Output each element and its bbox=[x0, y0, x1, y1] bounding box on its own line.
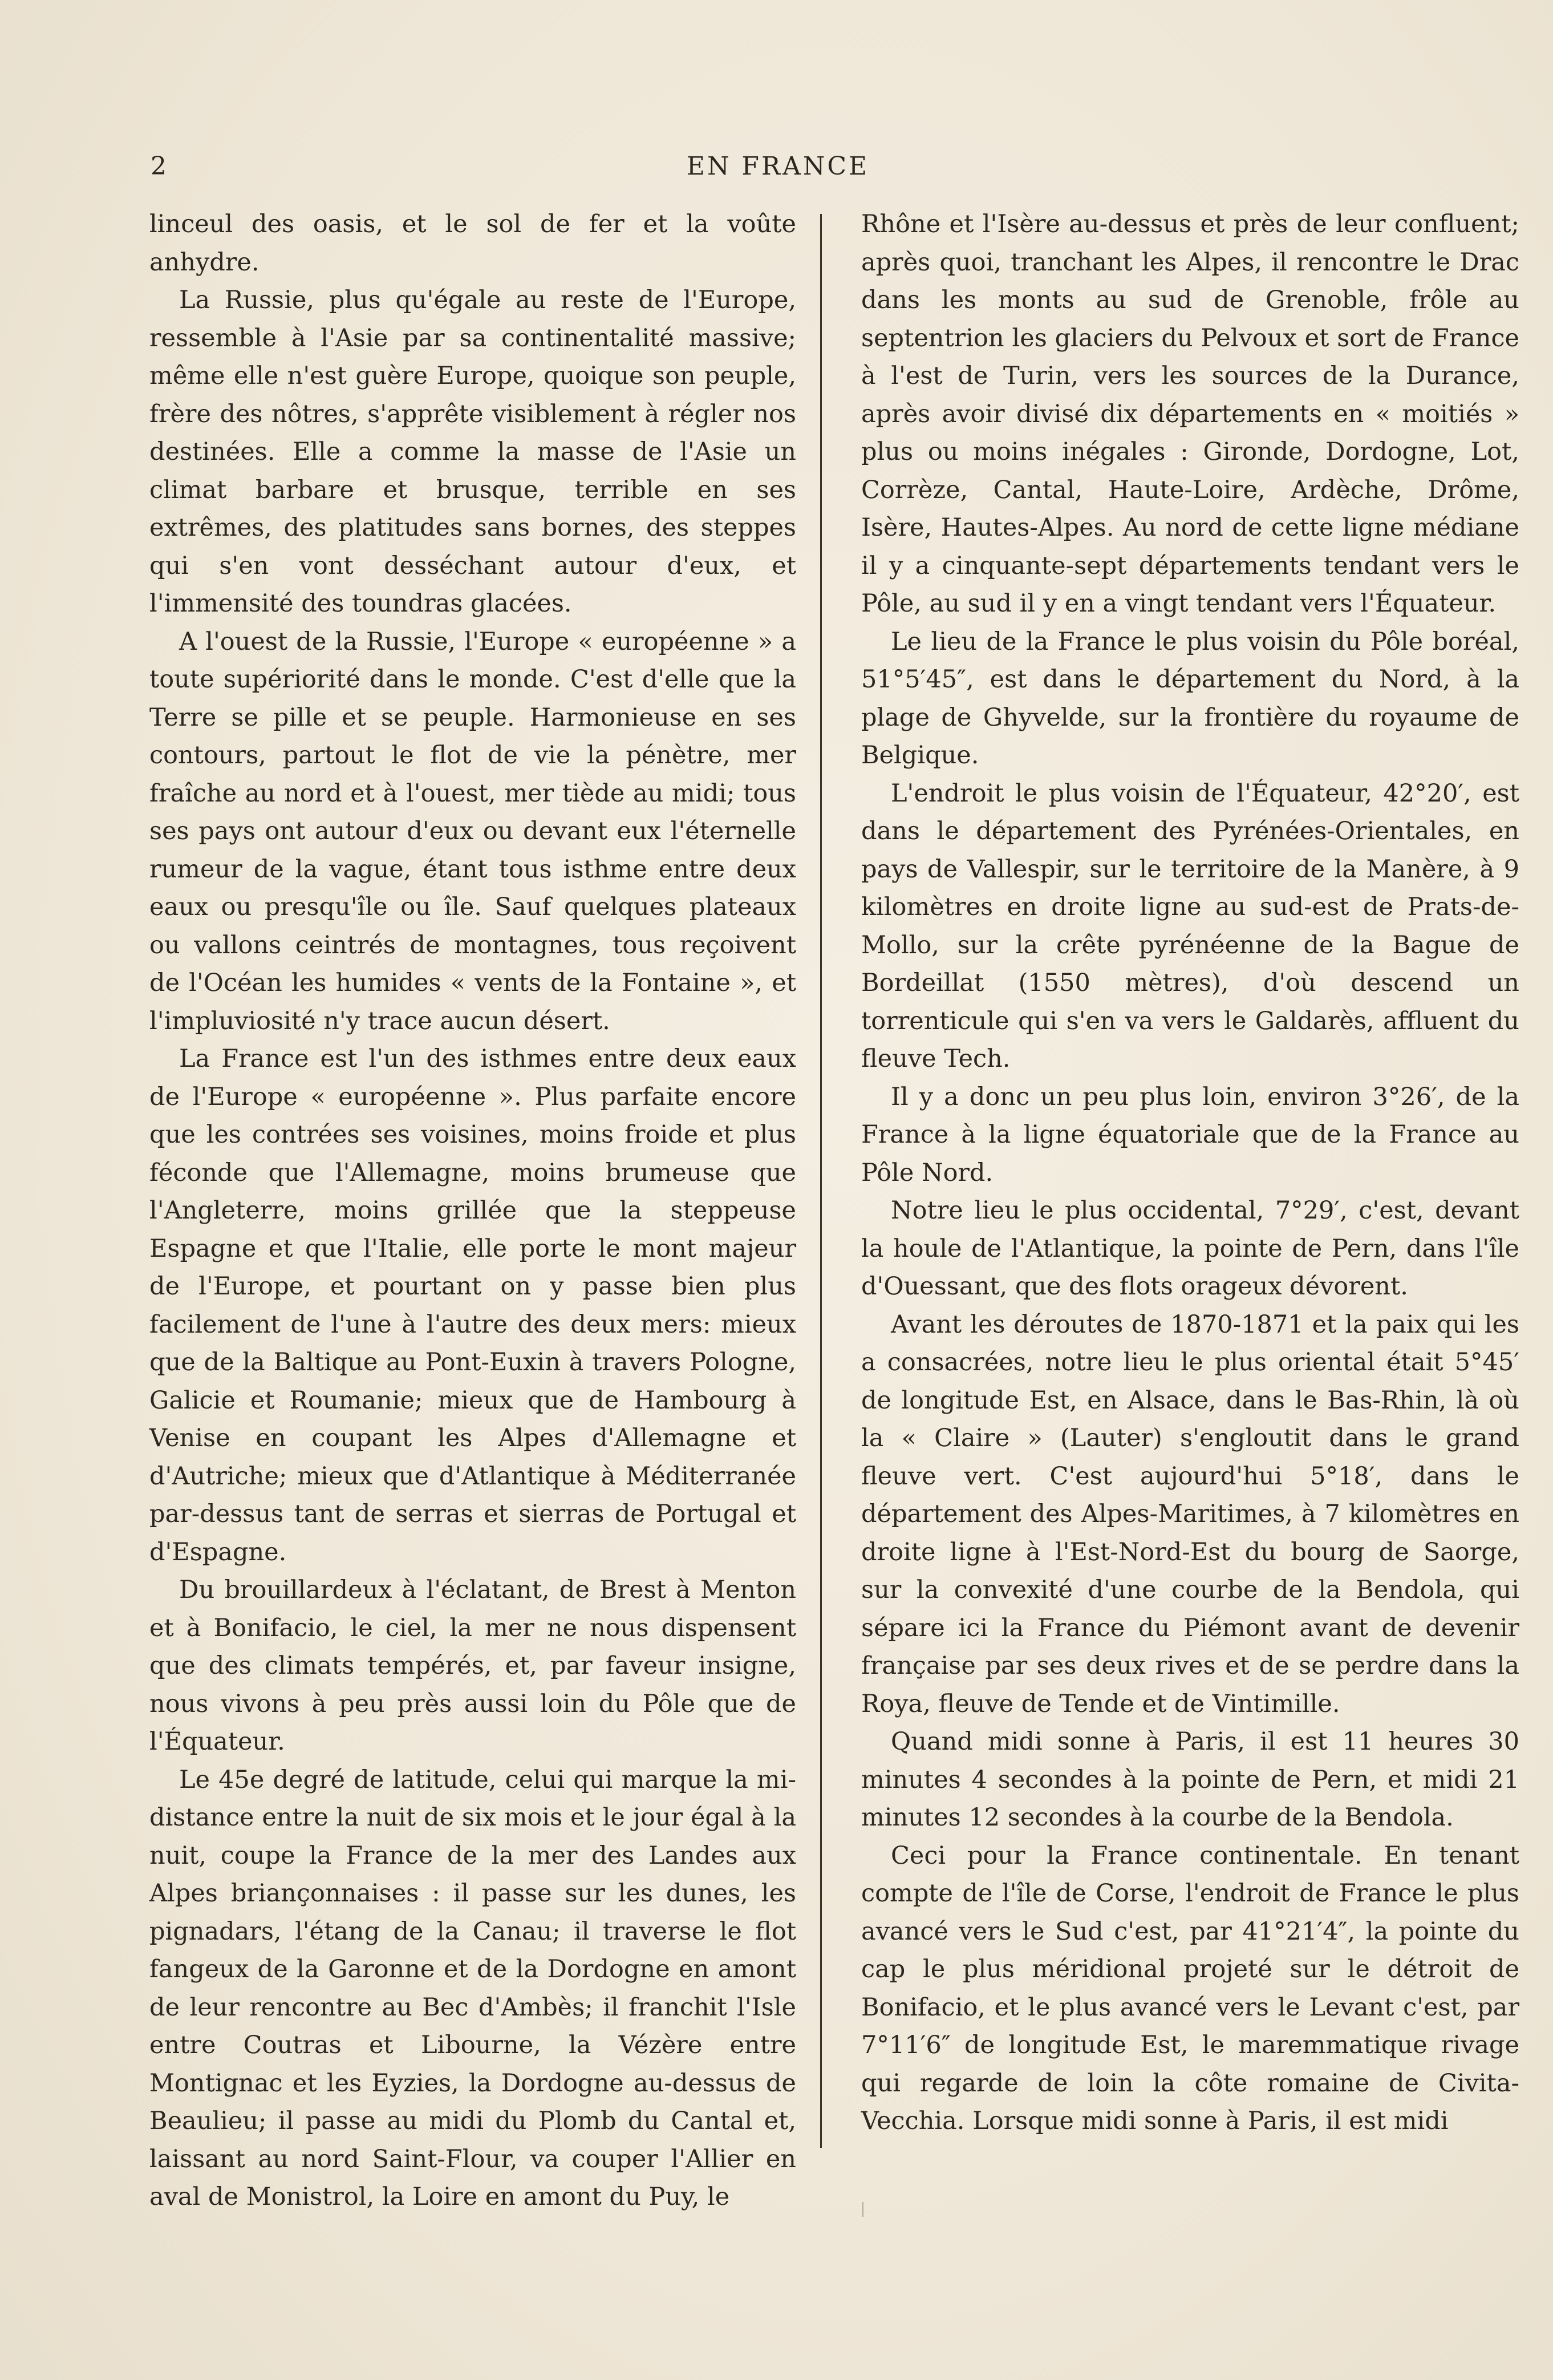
running-title: EN FRANCE bbox=[686, 152, 870, 181]
paragraph: A l'ouest de la Russie, l'Europe « européenne » a toute supériorité dans le monde. C'est d'elle que la Terre se pille et se peuple. Harmonieuse en ses contours, partout le flot de vie la pénètre, mer fraîche au nord et à l'ouest, mer tiède au midi; tous ses pays ont autour d'eux ou devant eux l'éternelle rumeur de la vague, étant tous isthme entre deux eaux ou presqu'île ou île. Sauf quelques plateaux ou vallons ceintrés de montagnes, tous reçoivent de l'Océan les humides « vents de la Fontaine », et l'impluviosité n'y trace aucun désert. bbox=[149, 627, 796, 1035]
left-column bbox=[149, 205, 796, 2216]
paragraph: Quand midi sonne à Paris, il est 11 heures 30 minutes 4 secondes à la pointe de Pern, et midi 21 minutes 12 secondes à la courbe de la Bendola. bbox=[861, 1727, 1519, 1832]
paragraph: linceul des oasis, et le sol de fer et la voûte anhydre. bbox=[149, 210, 796, 277]
paragraph: Rhône et l'Isère au-dessus et près de leur confluent; après quoi, tranchant les Alpes, il rencontre le Drac dans les monts au sud de Grenoble, frôle au septentrion les glaciers du Pelvoux et sort de France à l'est de Turin, vers les sources de la Durance, après avoir divisé dix départements en « moitiés » plus ou moins inégales : Gironde, Dordogne, Lot, Corrèze, Cantal, Haute-Loire, Ardèche, Drôme, Isère, Hautes-Alpes. Au nord de cette ligne médiane il y a cinquante-sept départements tendant vers le Pôle, au sud il y en a vingt tendant vers l'Équateur. bbox=[861, 210, 1519, 618]
paragraph: Avant les déroutes de 1870-1871 et la paix qui les a consacrées, notre lieu le plus oriental était 5°45′ de longitude Est, en Alsace, dans le Bas-Rhin, là où la « Claire » (Lauter) s'engloutit dans le grand fleuve vert. C'est aujourd'hui 5°18′, dans le département des Alpes-Maritimes, à 7 kilomètres en droite ligne à l'Est-Nord-Est du bourg de Saorge, sur la convexité d'une courbe de la Bendola, qui sépare ici la France du Piémont avant de devenir française par ses deux rives et de se perdre dans la Roya, fleuve de Tende et de Vintimille. bbox=[861, 1310, 1519, 1718]
page-header bbox=[151, 149, 1405, 184]
right-column bbox=[861, 205, 1519, 2140]
paragraph: Notre lieu le plus occidental, 7°29′, c'est, devant la houle de l'Atlantique, la pointe de Pern, dans l'île d'Ouessant, que des flots orageux dévorent. bbox=[861, 1196, 1519, 1301]
paragraph: L'endroit le plus voisin de l'Équateur, 42°20′, est dans le département des Pyrénées-Orientales, en pays de Vallespir, sur le territoire de la Manère, à 9 kilomètres en droite ligne au sud-est de Prats-de-Mollo, sur la crête pyrénéenne de la Bague de Bordeillat (1550 mètres), d'où descend un torrenticule qui s'en va vers le Galdarès, affluent du fleuve Tech. bbox=[861, 779, 1519, 1073]
paragraph: La Russie, plus qu'égale au reste de l'Europe, ressemble à l'Asie par sa continentalité massive; même elle n'est guère Europe, quoique son peuple, frère des nôtres, s'apprête visiblement à régler nos destinées. Elle a comme la masse de l'Asie un climat barbare et brusque, terrible en ses extrêmes, des platitudes sans bornes, des steppes qui s'en vont desséchant autour d'eux, et l'immensité des toundras glacées. bbox=[149, 286, 796, 618]
paragraph: La France est l'un des isthmes entre deux eaux de l'Europe « européenne ». Plus parfaite encore que les contrées ses voisines, moins froide et plus féconde que l'Allemagne, moins brumeuse que l'Angleterre, moins grillée que la steppeuse Espagne et que l'Italie, elle porte le mont majeur de l'Europe, et pourtant on y passe bien plus facilement de l'une à l'autre des deux mers: mieux que de la Baltique au Pont-Euxin à travers Pologne, Galicie et Roumanie; mieux que de Hambourg à Venise en coupant les Alpes d'Allemagne et d'Autriche; mieux que d'Atlantique à Méditerranée par-dessus tant de serras et sierras de Portugal et d'Espagne. bbox=[149, 1045, 796, 1567]
paragraph: Le 45e degré de latitude, celui qui marque la mi-distance entre la nuit de six mois et le jour égal à la nuit, coupe la France de la mer des Landes aux Alpes briançonnaises : il passe sur les dunes, les pignadars, l'étang de la Canau; il traverse le flot fangeux de la Garonne et de la Dordogne en amont de leur rencontre au Bec d'Ambès; il franchit l'Isle entre Coutras et Libourne, la Vézère entre Montignac et les Eyzies, la Dordogne au-dessus de Beaulieu; il passe au midi du Plomb du Cantal et, laissant au nord Saint-Flour, va couper l'Allier en aval de Monistrol, la Loire en amont du Puy, le bbox=[149, 1765, 796, 2211]
paragraph: Ceci pour la France continentale. En tenant compte de l'île de Corse, l'endroit de France le plus avancé vers le Sud c'est, par 41°21′4″, la pointe du cap le plus méridional projeté sur le détroit de Bonifacio, et le plus avancé vers le Levant c'est, par 7°11′6″ de longitude Est, le maremmatique rivage qui regarde de loin la côte romaine de Civita-Vecchia. Lorsque midi sonne à Paris, il est midi bbox=[861, 1841, 1519, 2135]
paragraph: Du brouillardeux à l'éclatant, de Brest à Menton et à Bonifacio, le ciel, la mer ne nous dispensent que des climats tempérés, et, par faveur insigne, nous vivons à peu près aussi loin du Pôle que de l'Équateur. bbox=[149, 1576, 796, 1756]
column-divider bbox=[820, 214, 822, 2148]
paragraph: Le lieu de la France le plus voisin du Pôle boréal, 51°5′45″, est dans le département du Nord, à la plage de Ghyvelde, sur la frontière du royaume de Belgique. bbox=[861, 627, 1519, 770]
page-number: 2 bbox=[151, 152, 167, 181]
paper-mark bbox=[862, 2202, 863, 2217]
paragraph: Il y a donc un peu plus loin, environ 3°26′, de la France à la ligne équatoriale que de la France au Pôle Nord. bbox=[861, 1082, 1519, 1187]
